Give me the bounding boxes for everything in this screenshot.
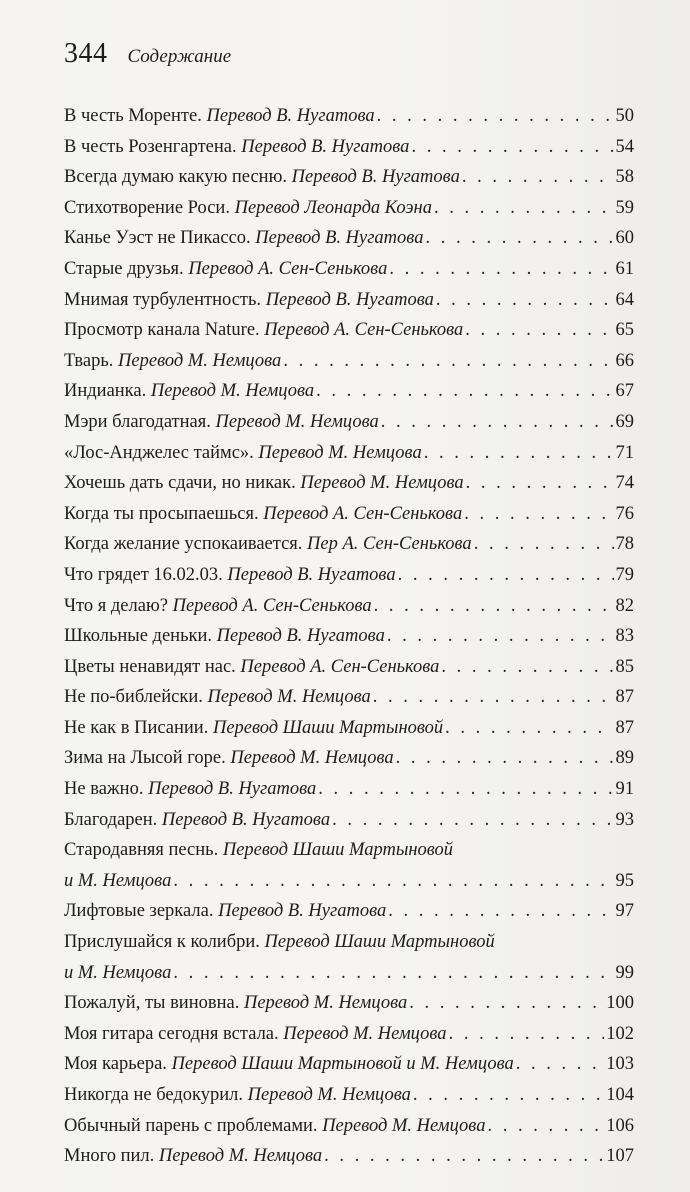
toc-entry (64, 376, 634, 407)
toc-page-number: 95 (615, 870, 634, 891)
toc-entry (64, 438, 634, 469)
toc-entry-line (64, 896, 634, 927)
toc-entry-translator: Перевод М. Немцова (230, 748, 394, 769)
toc-entry (64, 743, 634, 774)
toc-entry-translator: Перевод В. Нугатова (255, 228, 424, 249)
toc-entry-title: Моя гитара сегодня встала. (64, 1023, 279, 1044)
toc-entry (64, 132, 634, 163)
toc-entry-title: Много пил. (64, 1146, 155, 1167)
toc-entry-line (64, 223, 634, 254)
toc-entry-line (64, 529, 634, 560)
toc-entry-translator: Перевод М. Немцова (283, 1023, 447, 1044)
toc-entry-title: Просмотр канала Nature. (64, 320, 260, 341)
dot-leader (173, 866, 613, 897)
toc-entry-translator: Перевод А. Сен-Сенькова (264, 320, 464, 341)
toc-page-number: 99 (615, 962, 634, 983)
toc-entry-translator: Перевод А. Сен-Сенькова (240, 656, 440, 677)
toc-entry-translator: Перевод М. Немцова (243, 993, 408, 1014)
toc-entry-line (64, 1080, 634, 1111)
toc-entry-text (64, 591, 372, 622)
toc-entry-title: Хочешь дать сдачи, но никак. (64, 473, 296, 494)
toc-entry-text (64, 193, 432, 224)
toc-entry-line (64, 285, 634, 316)
toc-entry-text (64, 988, 407, 1019)
toc-entry (64, 223, 634, 254)
toc-entry-title: Что грядет 16.02.03. (64, 564, 223, 585)
toc-entry-title: «Лос-Анджелес таймс». (64, 442, 254, 463)
dot-leader (445, 713, 613, 744)
toc-entry-translator: Перевод М. Немцова (322, 1115, 486, 1136)
toc-entry (64, 682, 634, 713)
toc-entry (64, 254, 634, 285)
toc-entry-text (64, 315, 463, 346)
toc-page-number: 71 (615, 442, 634, 463)
toc-entry (64, 468, 634, 499)
dot-leader (409, 988, 604, 1019)
toc-entry-text (64, 560, 396, 591)
toc-entry-line (64, 438, 634, 469)
toc-entry-text (64, 896, 386, 927)
toc-entry-text (64, 927, 495, 958)
toc-entry-translator: Перевод В. Нугатова (227, 564, 396, 585)
toc-entry-line (64, 1141, 634, 1172)
toc-page-number: 82 (615, 595, 634, 616)
toc-entry-translator: Перевод М. Немцова (150, 381, 315, 402)
dot-leader (487, 1111, 604, 1142)
dot-leader (381, 407, 614, 438)
toc-entry (64, 560, 634, 591)
dot-leader (449, 1019, 605, 1050)
toc-entry-text (64, 499, 462, 530)
toc-entry-translator: Перевод В. Нугатова (216, 626, 385, 647)
toc-entry (64, 1141, 634, 1172)
toc-entry-text (64, 1080, 411, 1111)
toc-entry-text (64, 223, 423, 254)
toc-entry (64, 652, 634, 683)
toc-entry-line (64, 1049, 634, 1080)
toc-entry-text (64, 805, 330, 836)
toc-entry (64, 315, 634, 346)
toc-entry (64, 529, 634, 560)
toc-entry-title: Стародавняя песнь. (64, 840, 219, 861)
toc-entry-translator: Перевод М. Немцова (207, 687, 371, 708)
toc-entry-line (64, 652, 634, 683)
toc-entry (64, 835, 634, 896)
dot-leader (389, 254, 613, 285)
toc-entry-line (64, 866, 634, 897)
toc-entry-title: Старые друзья. (64, 258, 184, 279)
dot-leader (173, 958, 613, 989)
toc-entry-line (64, 805, 634, 836)
toc-entry-text (64, 132, 409, 163)
toc-entry-translator: Перевод М. Немцова (247, 1085, 411, 1105)
toc-entry-line (64, 499, 634, 530)
toc-page-number: 102 (606, 1023, 634, 1044)
dot-leader (316, 376, 613, 407)
toc-entry-translator: Перевод В. Нугатова (148, 779, 317, 800)
toc-entry-translator: Пер А. Сен-Сенькова (307, 534, 472, 555)
dot-leader (324, 1141, 604, 1172)
toc-page-number: 93 (615, 809, 634, 830)
dot-leader (398, 560, 614, 591)
dot-leader (436, 285, 614, 316)
toc-page-number: 104 (606, 1085, 634, 1105)
toc-entry-text (64, 346, 281, 377)
toc-entry-translator: Перевод Шаши Мартыновой (264, 932, 495, 953)
toc-entry-translator: Перевод Шаши Мартыновой и М. Немцова (171, 1054, 514, 1075)
toc-entry-title: В честь Розенгартена. (64, 136, 237, 157)
toc-entry-translator-continued: и М. Немцова (64, 870, 172, 891)
toc-entry-text (64, 162, 460, 193)
dot-leader (424, 438, 614, 469)
toc-entry-text (64, 713, 443, 744)
toc-page-number: 74 (615, 473, 634, 494)
toc-entry-line (64, 315, 634, 346)
table-of-contents (64, 101, 634, 1172)
dot-leader (425, 223, 613, 254)
toc-entry (64, 1111, 634, 1142)
dot-leader (441, 652, 613, 683)
toc-entry (64, 1080, 634, 1111)
toc-page-number: 87 (615, 687, 634, 708)
toc-entry-translator: Перевод В. Нугатова (241, 136, 410, 157)
toc-entry-translator: Перевод В. Нугатова (161, 809, 331, 830)
toc-entry-text (64, 407, 379, 438)
toc-page-number: 100 (606, 993, 634, 1014)
toc-entry (64, 1019, 634, 1050)
dot-leader (396, 743, 614, 774)
toc-page-number: 91 (615, 779, 634, 800)
toc-page-number: 69 (615, 411, 634, 432)
toc-entry-title: Благодарен. (64, 809, 158, 830)
toc-entry-translator: Перевод А. Сен-Сенькова (172, 595, 372, 616)
toc-entry-title: Пожалуй, ты виновна. (64, 993, 240, 1014)
toc-entry-text (64, 652, 439, 683)
toc-entry (64, 162, 634, 193)
dot-leader (516, 1049, 605, 1080)
toc-entry-title: Моя карьера. (64, 1054, 167, 1075)
toc-entry (64, 774, 634, 805)
toc-page-number: 107 (606, 1146, 634, 1167)
toc-entry-line (64, 774, 634, 805)
page-header (64, 38, 231, 78)
toc-entry-text (64, 835, 453, 866)
toc-entry-translator: Перевод В. Нугатова (265, 289, 434, 310)
toc-entry-title: Мэри благодатная. (64, 411, 211, 432)
toc-entry-title: Прислушайся к колибри. (64, 932, 260, 953)
toc-entry-line (64, 682, 634, 713)
toc-entry-title: Никогда не бедокурил. (64, 1085, 243, 1105)
toc-entry-translator: Перевод В. Нугатова (206, 106, 375, 126)
toc-entry-text (64, 1111, 485, 1142)
toc-page-number: 83 (615, 626, 634, 647)
toc-entry (64, 591, 634, 622)
toc-entry-title: Тварь. (64, 350, 114, 371)
toc-entry-title: Не важно. (64, 779, 144, 800)
toc-entry-text (64, 101, 375, 132)
toc-entry-text (64, 621, 385, 652)
toc-entry-line (64, 407, 634, 438)
toc-entry (64, 101, 634, 132)
toc-entry (64, 805, 634, 836)
toc-entry-translator-continued: и М. Немцова (64, 962, 172, 983)
toc-page-number: 58 (615, 167, 634, 188)
toc-entry (64, 346, 634, 377)
toc-entry-line (64, 621, 634, 652)
toc-entry-line (64, 958, 634, 989)
toc-entry-title: Не по-библейски. (64, 687, 203, 708)
toc-entry-text (64, 529, 472, 560)
page-number: 344 (64, 38, 108, 69)
dot-leader (462, 162, 614, 193)
toc-entry-text (64, 1141, 322, 1172)
toc-entry-title: Мнимая турбулентность. (64, 289, 262, 310)
toc-entry (64, 896, 634, 927)
toc-entry-text (64, 438, 422, 469)
toc-entry-translator: Перевод А. Сен-Сенькова (188, 258, 388, 279)
toc-page-number: 54 (615, 136, 634, 157)
toc-entry (64, 988, 634, 1019)
toc-entry (64, 621, 634, 652)
toc-entry-line (64, 132, 634, 163)
toc-entry-title: Школьные деньки. (64, 626, 213, 647)
toc-entry-title: Канье Уэст не Пикассо. (64, 228, 251, 249)
toc-entry-title: Цветы ненавидят нас. (64, 656, 236, 677)
toc-entry-title: Всегда думаю какую песню. (64, 167, 288, 188)
toc-entry-title: Лифтовые зеркала. (64, 901, 214, 922)
toc-entry-translator: Перевод А. Сен-Сенькова (263, 503, 463, 524)
toc-entry-translator: Перевод М. Немцова (258, 442, 422, 463)
toc-entry (64, 285, 634, 316)
dot-leader (434, 193, 614, 224)
toc-page-number: 89 (615, 748, 634, 769)
toc-entry-text (64, 774, 316, 805)
toc-entry-translator: Перевод Шаши Мартыновой (212, 717, 444, 738)
toc-entry (64, 407, 634, 438)
toc-entry-line (64, 162, 634, 193)
toc-page-number: 65 (615, 320, 634, 341)
toc-entry (64, 193, 634, 224)
toc-entry-text (64, 285, 434, 316)
dot-leader (332, 805, 613, 836)
toc-page-number: 66 (615, 350, 634, 371)
dot-leader (388, 896, 613, 927)
toc-page-number: 106 (606, 1115, 634, 1136)
dot-leader (318, 774, 613, 805)
toc-entry-line (64, 376, 634, 407)
toc-entry-line (64, 193, 634, 224)
toc-entry-line (64, 346, 634, 377)
running-head: Содержание (127, 46, 232, 67)
toc-entry-text (64, 1019, 447, 1050)
toc-entry-text (64, 743, 394, 774)
toc-entry-line (64, 1019, 634, 1050)
toc-entry-translator: Перевод Шаши Мартыновой (222, 840, 454, 861)
toc-entry-line (64, 743, 634, 774)
toc-page-number: 59 (615, 197, 634, 218)
toc-entry-title: Индианка. (64, 381, 147, 402)
dot-leader (413, 1080, 604, 1111)
toc-entry-text (64, 468, 464, 499)
toc-entry-line (64, 101, 634, 132)
toc-entry-title: Обычный парень с проблемами. (64, 1115, 318, 1136)
dot-leader (387, 621, 614, 652)
toc-page-number: 78 (615, 534, 634, 555)
toc-entry-title: Когда желание успокаивается. (64, 534, 303, 555)
dot-leader (465, 315, 613, 346)
toc-entry-line (64, 835, 634, 866)
toc-entry (64, 927, 634, 988)
toc-page-number: 103 (606, 1054, 634, 1075)
toc-entry-text (64, 376, 314, 407)
toc-entry-line (64, 560, 634, 591)
toc-entry-line (64, 591, 634, 622)
dot-leader (374, 591, 614, 622)
toc-entry-title: Стихотворение Роси. (64, 197, 230, 218)
toc-page-number: 87 (615, 717, 634, 738)
dot-leader (466, 468, 614, 499)
toc-entry (64, 499, 634, 530)
toc-entry (64, 1049, 634, 1080)
toc-entry-line (64, 468, 634, 499)
toc-entry-title: Что я делаю? (64, 595, 168, 616)
toc-page-number: 60 (615, 228, 634, 249)
toc-entry-translator: Перевод М. Немцова (215, 411, 379, 432)
toc-entry-text (64, 1049, 514, 1080)
toc-page-number: 67 (615, 381, 634, 402)
dot-leader (283, 346, 613, 377)
toc-page-number: 50 (615, 106, 634, 126)
toc-page-number: 61 (615, 258, 634, 279)
toc-page-number: 79 (615, 564, 634, 585)
toc-entry-title: В честь Моренте. (64, 106, 202, 126)
toc-entry-translator: Перевод Леонарда Коэна (234, 197, 432, 218)
toc-page-number: 64 (615, 289, 634, 310)
toc-entry-title: Не как в Писании. (64, 717, 209, 738)
toc-entry-title: Зима на Лысой горе. (64, 748, 226, 769)
toc-entry-line (64, 927, 634, 958)
toc-entry-translator: Перевод М. Немцова (300, 473, 464, 494)
toc-page-number: 97 (615, 901, 634, 922)
dot-leader (373, 682, 614, 713)
toc-entry-translator: Перевод В. Нугатова (291, 167, 460, 188)
toc-entry-translator: Перевод В. Нугатова (218, 901, 387, 922)
toc-entry-line (64, 988, 634, 1019)
dot-leader (474, 529, 614, 560)
toc-entry-translator: Перевод М. Немцова (118, 350, 282, 371)
dot-leader (411, 132, 613, 163)
dot-leader (464, 499, 613, 530)
toc-entry-title: Когда ты просыпаешься. (64, 503, 259, 524)
toc-entry-line (64, 1111, 634, 1142)
toc-page-number: 76 (615, 503, 634, 524)
toc-page-number: 85 (615, 656, 634, 677)
toc-entry-text (64, 682, 371, 713)
toc-entry-line (64, 254, 634, 285)
toc-entry-translator: Перевод М. Немцова (158, 1146, 323, 1167)
toc-entry (64, 713, 634, 744)
dot-leader (377, 101, 614, 132)
toc-entry-text (64, 254, 387, 285)
toc-entry-line (64, 713, 634, 744)
